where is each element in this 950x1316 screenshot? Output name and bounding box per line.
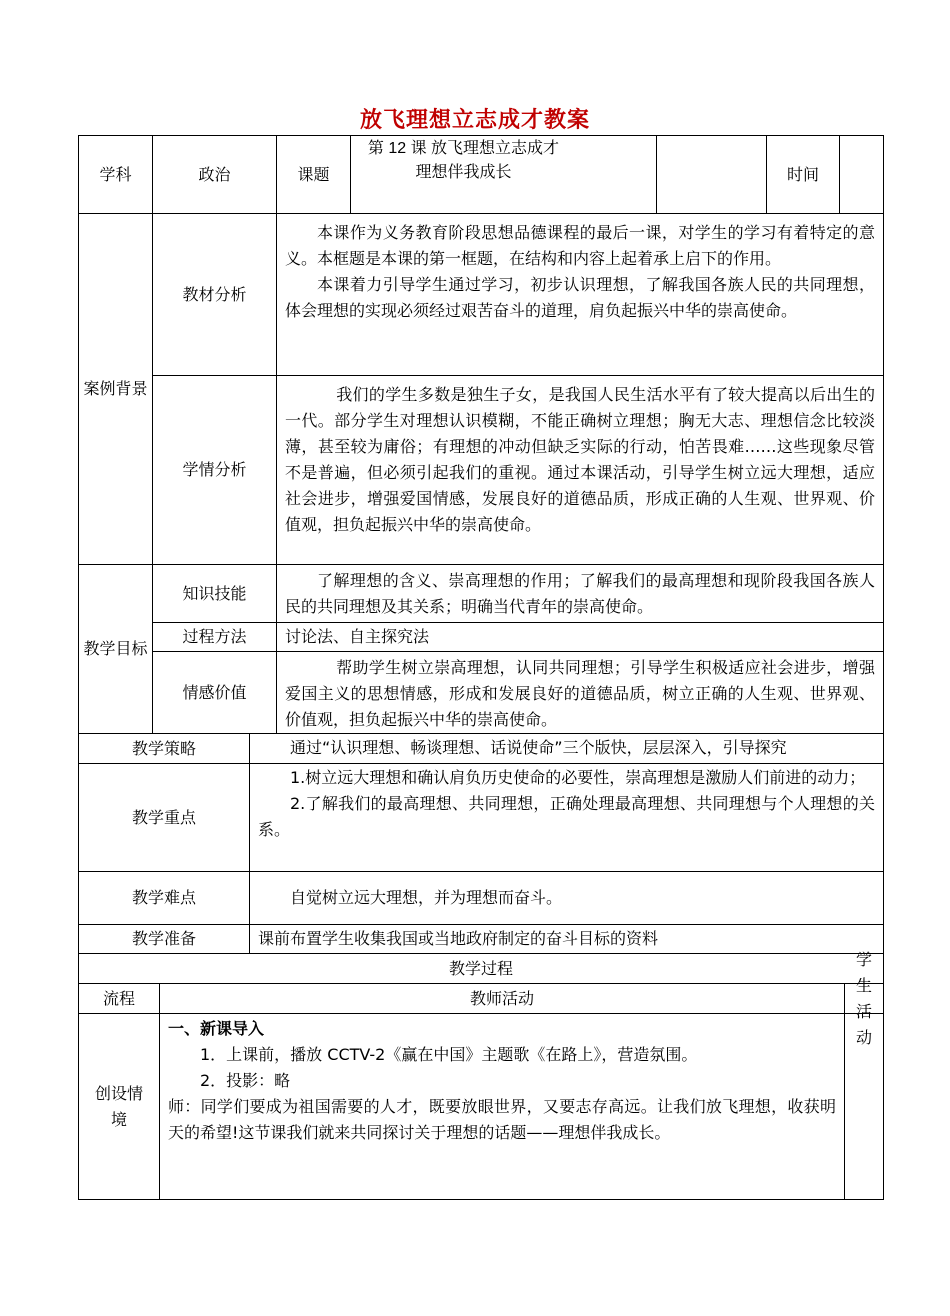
preparation-text: [249, 925, 883, 953]
textbook-analysis-label: 教材分析: [152, 214, 276, 375]
time-value: [839, 136, 883, 213]
knowledge-label: 知识技能: [152, 565, 276, 622]
process-method-p: 讨论法、自主探究法: [285, 627, 430, 646]
teaching-goals-label: 教学目标: [83, 639, 148, 658]
time-label: 时间: [766, 136, 839, 213]
topic-cell: [350, 136, 576, 213]
process-method-label: 过程方法: [152, 622, 276, 651]
textbook-analysis-p1: 本课作为义务教育阶段思想品德课程的最后一课，对学生的学习有着特定的意义。本框题是本课的第一框题，在结构和内容上起着承上启下的作用。: [285, 223, 875, 268]
key-point-2: 2.了解我们的最高理想、共同理想，正确处理最高理想、共同理想与个人理想的关系。: [258, 794, 875, 839]
preparation-row: [78, 925, 884, 954]
key-points-row: [78, 764, 884, 872]
flow-column-header: 流程: [102, 988, 135, 1008]
strategy-label: 教学策略: [131, 738, 196, 758]
emotion-value-label: 情感价值: [152, 651, 276, 733]
new-lesson-heading: 一、新课导入: [168, 1019, 265, 1038]
teacher-step-2: 2．投影：略: [200, 1071, 291, 1090]
knowledge-text: [276, 565, 883, 622]
topic-value: [351, 136, 576, 185]
difficulty-row: [78, 872, 884, 925]
topic-line-1: 第 12 课 放飞理想立志成才: [367, 140, 560, 157]
difficulty-label: 教学难点: [131, 888, 196, 907]
blank-cell: [656, 136, 766, 213]
process-heading: 教学过程: [448, 958, 513, 978]
topic-label: 课题: [276, 136, 350, 213]
header-row: [78, 135, 884, 214]
teacher-activity-header: 教师活动: [159, 984, 844, 1013]
textbook-analysis-text: [276, 214, 883, 375]
subject-label: 学科: [99, 164, 132, 184]
preparation-label: 教学准备: [131, 929, 196, 948]
lesson-plan-table: [78, 135, 884, 1200]
strategy-p: 通过“认识理想、畅谈理想、话说使命”三个版快，层层深入，引导探究: [290, 738, 787, 757]
subject-value: 政治: [152, 136, 276, 213]
process-row-1: [78, 1014, 884, 1200]
case-background-label: 案例背景: [83, 379, 148, 398]
teacher-remark: 师：同学们要成为祖国需要的人才，既要放眼世界，又要志存高远。让我们放飞理想，收获明天的希望!这节课我们就来共同探讨关于理想的话题——理想伴我成长。: [168, 1097, 836, 1142]
flow-label-row1: 创设情境: [94, 1083, 143, 1129]
teacher-step-1: 1．上课前，播放 CCTV-2《赢在中国》主题歌《在路上》，营造氛围。: [200, 1045, 698, 1064]
key-point-1: 1.树立远大理想和确认肩负历史使命的必要性，崇高理想是激励人们前进的动力；: [290, 768, 866, 787]
teaching-goals-section: [78, 565, 884, 734]
student-analysis-p1: 我们的学生多数是独生子女，是我国人民生活水平有了较大提高以后出生的一代。部分学生对理想认识模糊，不能正确树立理想；胸无大志、理想信念比较淡薄，甚至较为庸俗；有理想的冲动但缺乏实际的行动，怕苦畏难……这些现象尽管不是普遍，但必须引起我们的重视。通过本课活动，引导学生树立远大理想，适应社会进步，增强爱国情感，发展良好的道德品质，形成正确的人生观、世界观、价值观，担负起振兴中华的崇高使命。: [285, 385, 875, 534]
student-activity-header: 学生活动: [844, 984, 883, 1013]
preparation-p: 课前布置学生收集我国或当地政府制定的奋斗目标的资料: [258, 929, 659, 948]
strategy-row: [78, 734, 884, 764]
topic-line-2: 理想伴我成长: [415, 164, 512, 181]
case-background-section: [78, 214, 884, 565]
textbook-analysis-p2: 本课着力引导学生通过学习，初步认识理想，了解我国各族人民的共同理想，体会理想的实现必须经过艰苦奋斗的道理，肩负起振兴中华的崇高使命。: [285, 275, 875, 320]
emotion-value-text: [276, 651, 883, 733]
difficulty-text: 自觉树立远大理想，并为理想而奋斗。: [249, 872, 883, 924]
emotion-value-p: 帮助学生树立崇高理想，认同共同理想；引导学生积极适应社会进步，增强爱国主义的思想情感，形成和发展良好的道德品质，树立正确的人生观、世界观、价值观，担负起振兴中华的崇高使命。: [285, 658, 875, 729]
document-title: 放飞理想立志成才教案: [359, 108, 590, 133]
knowledge-p: 了解理想的含义、崇高理想的作用；了解我们的最高理想和现阶段我国各族人民的共同理想及其关系；明确当代青年的崇高使命。: [285, 571, 875, 616]
student-analysis-label: 学情分析: [152, 375, 276, 564]
teacher-activity-row1: [159, 1014, 844, 1199]
student-analysis-text: [276, 375, 883, 564]
strategy-text: [249, 734, 883, 763]
process-method-text: [276, 622, 883, 651]
student-activity-row1: [844, 1014, 883, 1199]
process-heading-row: [78, 954, 884, 984]
key-points-text: [249, 764, 883, 871]
key-points-label: 教学重点: [131, 807, 196, 827]
